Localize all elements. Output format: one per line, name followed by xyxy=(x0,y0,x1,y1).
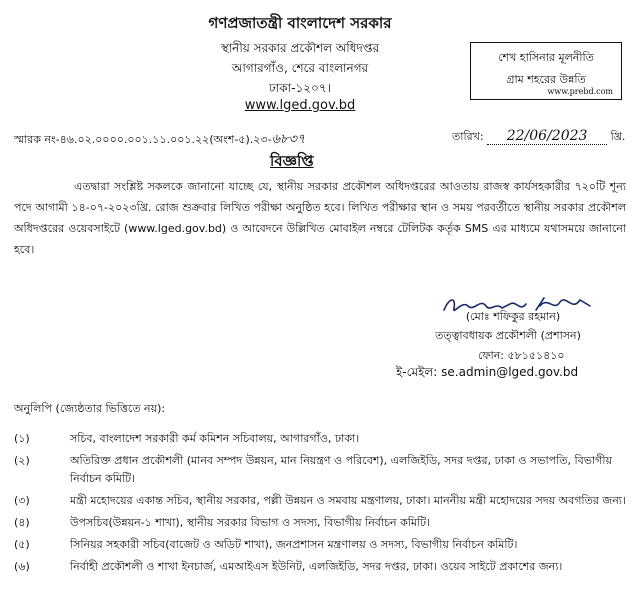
list-item xyxy=(14,452,626,488)
date-value: 22/06/2023 xyxy=(487,128,607,145)
motto-line-2: গ্রাম শহরের উন্নতি xyxy=(506,73,586,86)
date-field xyxy=(452,128,625,147)
copy-list xyxy=(14,430,626,580)
list-item-number: (৩) xyxy=(14,494,30,507)
list-item xyxy=(14,536,626,554)
date-label: তারিখ: xyxy=(452,130,484,143)
list-item-number: (৫) xyxy=(14,538,30,551)
list-item xyxy=(14,430,626,448)
list-item-number: (৬) xyxy=(14,560,30,573)
list-item-text: সিনিয়র সহকারী সচিব(বাজেট ও অডিট শাখা), জনপ্রশাসন মন্ত্রণালয় ও সদস্য, বিভাগীয় নির্বাচন কমিটি। xyxy=(70,538,518,551)
signatory-phone: ফোন: ৫৮১৫১৪১০ xyxy=(478,349,565,362)
motto-line-1: শেখ হাসিনার মূলনীতি xyxy=(498,51,594,64)
list-item xyxy=(14,492,626,510)
list-item-number: (৪) xyxy=(14,516,30,529)
notice-title: বিজ্ঞপ্তি xyxy=(270,152,314,170)
list-item-text: মন্ত্রী মহোদয়ের একান্ত সচিব, স্থানীয় সরকার, পল্লী উন্নয়ন ও সমবায় মন্ত্রণালয়, ঢাকা। মাননীয় মন্ত্রী মহোদয়ের সদয় অবগতির জন্য। xyxy=(70,494,626,507)
watermark-url: www.prebd.com xyxy=(547,87,613,96)
memo-handwritten-number: ৬৮৩৭ xyxy=(271,132,306,147)
department-name: স্থানীয় সরকার প্রকৌশল অধিদপ্তর xyxy=(220,41,380,55)
date-suffix: খ্রি. xyxy=(610,130,626,143)
memo-number xyxy=(14,130,305,151)
list-item xyxy=(14,514,626,532)
memo-prefix: স্মারক নং-৪৬.০২.০০০০.০০১.১১.০০১.২২(অংশ-৫).২৩- xyxy=(14,133,272,146)
list-item xyxy=(14,558,626,576)
list-item-number: (১) xyxy=(14,432,30,445)
list-item-text: উপসচিব(উন্নয়ন-১ শাখা), স্থানীয় সরকার বিভাগ ও সদস্য, বিভাগীয় নির্বাচন কমিটি। xyxy=(70,516,431,529)
notice-body: এতদ্বারা সংশ্লিষ্ট সকলকে জানানো যাচ্ছে যে, স্থানীয় সরকার প্রকৌশল অধিদপ্তরের আওতায় রাজস্ব কার্যসহকারীর ৭২০টি শূন্য পদে আগামী ১৪-০৭-২০২৩খ্রি. রোজ শুক্রবার লিখিত পরীক্ষা অনুষ্ঠিত হবে। লিখিত পরীক্ষার স্থান ও সময় পরবর্তীতে স্থানীয় সরকার প্রকৌশল অধিদপ্তরের ওয়েবসাইটে (www.lged.gov.bd) ও আবেদনে উল্লিখিত মোবাইল নম্বরে টেলিটক কর্তৃক SMS এর মাধ্যমে যথাসময়ে জানানো হবে। xyxy=(14,180,626,256)
office-city: ঢাকা-১২০৭। xyxy=(269,81,331,95)
office-address: আগারগাঁও, শেরে বাংলানগর xyxy=(231,61,369,75)
copy-list-heading: অনুলিপি (জ্যেষ্ঠতার ভিত্তিতে নয়): xyxy=(14,402,166,415)
list-item-text: সচিব, বাংলাদেশ সরকারী কর্ম কমিশন সচিবালয়, আগারগাঁও, ঢাকা। xyxy=(70,432,360,445)
list-item-number: (২) xyxy=(14,454,30,467)
website-link[interactable]: www.lged.gov.bd xyxy=(244,98,356,113)
signatory-name: (মোঃ শফিকুর রহমান) xyxy=(465,310,561,323)
signatory-email: ই-মেইল: se.admin@lged.gov.bd xyxy=(396,365,579,379)
list-item-text: নির্বাহী প্রকৌশলী ও শাখা ইনচার্জ, এমআইএস ইউনিট, এলজিইডি, সদর দপ্তর, ঢাকা। ওয়েব সাইটে প্রকাশের জন্য। xyxy=(70,560,563,573)
list-item-text: অতিরিক্ত প্রধান প্রকৌশলী (মানব সম্পদ উন্নয়ন, মান নিয়ন্ত্রণ ও পরিবেশ), এলজিইডি, সদর দপ্তর, ঢাকা ও সভাপতি, বিভাগীয় নির্বাচন কমিটি। xyxy=(70,454,612,485)
motto-box xyxy=(470,42,622,100)
government-title: গণপ্রজাতন্ত্রী বাংলাদেশ সরকার xyxy=(208,14,392,32)
signatory-designation: তত্ত্বাবধায়ক প্রকৌশলী (প্রশাসন) xyxy=(435,329,581,342)
